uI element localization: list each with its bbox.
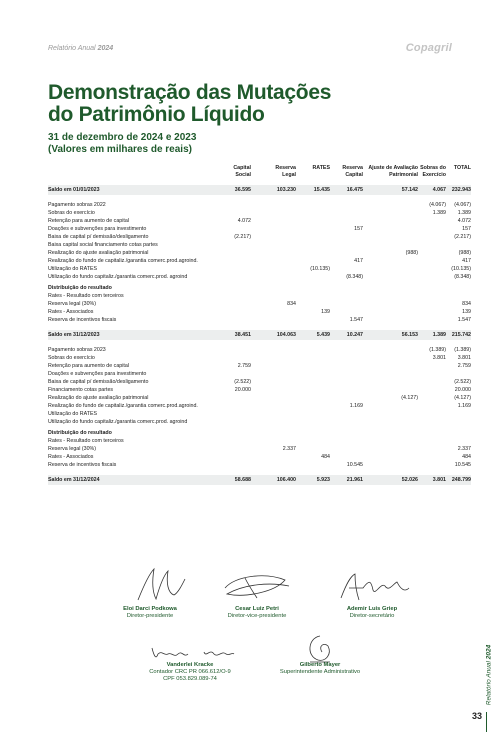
signer-role: Diretor-presidente	[126, 613, 174, 619]
table-cell: 58.688	[234, 477, 251, 483]
table-cell: 2.759	[237, 363, 251, 369]
table-row	[48, 241, 471, 249]
section-heading-row	[48, 429, 471, 437]
table-row	[48, 418, 471, 426]
row-label: Baixa capital social financiamento cotas partes	[48, 242, 158, 248]
table-row	[48, 225, 471, 233]
row-label: Saldo em 01/01/2023	[48, 187, 100, 193]
column-header: RATES	[312, 165, 330, 171]
balance-row	[48, 185, 471, 195]
table-cell: (10.135)	[451, 266, 471, 272]
table-cell: 417	[354, 258, 363, 264]
row-label: Pagamento sobras 2022	[48, 202, 106, 208]
table-cell: (2.217)	[234, 234, 251, 240]
column-header: TOTAL	[453, 165, 471, 171]
row-label: Doações e subvenções para investimento	[48, 371, 147, 377]
table-cell: (2.217)	[454, 234, 471, 240]
table-row	[48, 233, 471, 241]
equity-changes-table	[48, 165, 471, 485]
table-row	[48, 370, 471, 378]
table-cell: (1.389)	[454, 347, 471, 353]
row-label: Reserva legal (30%)	[48, 301, 96, 307]
table-row	[48, 346, 471, 354]
table-cell: 38.451	[234, 332, 251, 338]
row-label: Utilização do fundo capitaliz./garantia comerc.prod. agroind	[48, 274, 188, 280]
table-cell: 3.801	[432, 355, 446, 361]
signer-role: Diretor-secretário	[349, 613, 395, 619]
table-cell: 215.742	[451, 332, 471, 338]
row-label: Saldo em 31/12/2023	[48, 332, 100, 338]
table-cell: 417	[462, 258, 471, 264]
table-cell: 104.063	[276, 332, 296, 338]
table-cell: 1.169	[457, 403, 471, 409]
table-cell: 56.153	[401, 332, 418, 338]
signer-name: Ademir Luis Griep	[346, 606, 398, 612]
row-label: Reserva de incentivos fiscais	[48, 462, 117, 468]
row-label: Rates - Associados	[48, 309, 94, 315]
row-label: Doações e subvenções para investimento	[48, 226, 147, 232]
table-row	[48, 292, 471, 300]
table-row	[48, 308, 471, 316]
column-header: Ajuste de Avaliação Patrimonial	[368, 165, 418, 178]
row-label: Rates - Resultado com terceiros	[48, 293, 124, 299]
row-label: Utilização do RATES	[48, 266, 98, 272]
table-cell: 15.435	[313, 187, 330, 193]
table-cell: 834	[462, 301, 471, 307]
signature-eloi	[130, 565, 190, 605]
table-cell: 10.545	[454, 462, 471, 468]
table-cell: 484	[321, 454, 330, 460]
table-cell: (4.067)	[429, 202, 446, 208]
table-row	[48, 316, 471, 324]
row-label: Baixa de capital p/ demissão/desligamento	[48, 234, 149, 240]
table-cell: 157	[354, 226, 363, 232]
table-cell: 5.923	[316, 477, 330, 483]
section-heading-row	[48, 284, 471, 292]
table-cell: 5.439	[316, 332, 330, 338]
table-row	[48, 217, 471, 225]
table-cell: 484	[462, 454, 471, 460]
row-label: Sobras do exercício	[48, 210, 95, 216]
table-row	[48, 394, 471, 402]
column-header: Sobras do Exercício	[420, 165, 446, 178]
table-cell: 3.801	[457, 355, 471, 361]
table-cell: (4.127)	[401, 395, 418, 401]
table-cell: 139	[321, 309, 330, 315]
balance-row	[48, 475, 471, 485]
table-row	[48, 354, 471, 362]
table-header	[48, 165, 471, 185]
table-cell: (988)	[405, 250, 418, 256]
table-row	[48, 445, 471, 453]
table-cell: 1.389	[432, 210, 446, 216]
table-cell: 4.072	[237, 218, 251, 224]
table-cell: 3.801	[432, 477, 446, 483]
signer-name: Cesar Luiz Petri	[235, 606, 279, 612]
table-cell: (4.067)	[454, 202, 471, 208]
table-row	[48, 437, 471, 445]
table-row	[48, 402, 471, 410]
table-row	[48, 386, 471, 394]
row-label: Distribuição do resultado	[48, 285, 112, 291]
table-row	[48, 201, 471, 209]
table-row	[48, 300, 471, 308]
table-cell: (1.389)	[429, 347, 446, 353]
row-label: Baixa de capital p/ demissão/desligamento	[48, 379, 149, 385]
table-cell: 2.337	[457, 446, 471, 452]
row-label: Financiamento cotas partes	[48, 387, 114, 393]
table-row	[48, 453, 471, 461]
table-row	[48, 209, 471, 217]
table-row	[48, 265, 471, 273]
table-cell: 16.475	[346, 187, 363, 193]
signer-role: Diretor-vice-presidente	[227, 613, 287, 619]
row-label: Retenção para aumento de capital	[48, 218, 129, 224]
row-label: Realização do fundo de capitaliz./garantia comerc.prod.agroind.	[48, 258, 198, 264]
row-label: Realização do ajuste avaliação patrimonial	[48, 250, 149, 256]
table-cell: 2.759	[457, 363, 471, 369]
table-cell: 2.337	[282, 446, 296, 452]
table-cell: 4.072	[457, 218, 471, 224]
table-row	[48, 273, 471, 281]
row-label: Pagamento sobras 2023	[48, 347, 106, 353]
table-cell: (4.127)	[454, 395, 471, 401]
table-cell: 10.247	[346, 332, 363, 338]
company-logo: Copagril	[405, 42, 452, 54]
table-cell: 36.595	[234, 187, 251, 193]
column-header: Capital Social	[233, 165, 251, 178]
row-label: Reserva legal (30%)	[48, 446, 96, 452]
row-label: Utilização do RATES	[48, 411, 98, 417]
signer-cpf: CPF 053.829.089-74	[163, 676, 217, 682]
table-cell: 4.067	[432, 187, 446, 193]
column-header: Reserva Legal	[275, 165, 296, 178]
table-cell: 57.142	[401, 187, 418, 193]
signer-role: Contador CRC PR 066.612/O-9	[149, 669, 231, 675]
table-cell: 1.547	[457, 317, 471, 323]
table-row	[48, 378, 471, 386]
table-cell: 248.799	[451, 477, 471, 483]
table-cell: 10.545	[346, 462, 363, 468]
report-header: Relatório Anual 2024	[48, 45, 114, 52]
table-cell: 1.169	[349, 403, 363, 409]
row-label: Rates - Associados	[48, 454, 94, 460]
page-subtitle: 31 de dezembro de 2024 e 2023 (Valores em milhares de reais)	[48, 132, 197, 155]
signer-name: Gilberto Mayer	[299, 662, 341, 668]
table-row	[48, 257, 471, 265]
signature-ademir	[335, 572, 415, 602]
column-header: Reserva Capital	[342, 165, 363, 178]
row-label: Distribuição do resultado	[48, 430, 112, 436]
table-cell: (8.348)	[454, 274, 471, 280]
signer-role: Superintendente Administrativo	[279, 669, 361, 675]
side-report-label: Relatório Anual 2024	[485, 644, 493, 706]
table-cell: 1.547	[349, 317, 363, 323]
signature-gilberto	[300, 632, 340, 666]
table-cell: (10.135)	[310, 266, 330, 272]
row-label: Saldo em 31/12/2024	[48, 477, 100, 483]
signature-cesar	[215, 570, 295, 602]
table-cell: 52.026	[401, 477, 418, 483]
table-row	[48, 410, 471, 418]
table-cell: 232.943	[451, 187, 471, 193]
table-cell: (8.348)	[346, 274, 363, 280]
table-cell: 21.961	[346, 477, 363, 483]
table-cell: 1.389	[457, 210, 471, 216]
table-row	[48, 249, 471, 257]
page-number: 33	[471, 711, 482, 721]
side-divider	[486, 712, 487, 732]
table-cell: (2.522)	[234, 379, 251, 385]
table-cell: (2.522)	[454, 379, 471, 385]
row-label: Rates - Resultado com terceiros	[48, 438, 124, 444]
table-cell: 834	[287, 301, 296, 307]
row-label: Utilização do fundo capitaliz./garantia comerc.prod. agroind	[48, 419, 188, 425]
table-cell: 157	[462, 226, 471, 232]
table-cell: 103.230	[276, 187, 296, 193]
table-row	[48, 362, 471, 370]
page-title: Demonstração das Mutações do Patrimônio Líquido	[48, 81, 332, 126]
row-label: Realização do fundo de capitaliz./garantia comerc.prod.agroind.	[48, 403, 198, 409]
table-cell: 1.389	[432, 332, 446, 338]
row-label: Realização do ajuste avaliação patrimonial	[48, 395, 149, 401]
signer-name: Vanderlei Kracke	[166, 662, 214, 668]
row-label: Retenção para aumento de capital	[48, 363, 129, 369]
signer-name: Eloi Darci Podkowa	[123, 606, 177, 612]
row-label: Reserva de incentivos fiscais	[48, 317, 117, 323]
table-cell: 139	[462, 309, 471, 315]
table-cell: 106.400	[276, 477, 296, 483]
table-cell: (988)	[458, 250, 471, 256]
balance-row	[48, 330, 471, 340]
row-label: Sobras do exercício	[48, 355, 95, 361]
table-row	[48, 461, 471, 469]
table-cell: 20.000	[454, 387, 471, 393]
table-cell: 20.000	[234, 387, 251, 393]
signature-vanderlei	[148, 642, 238, 664]
